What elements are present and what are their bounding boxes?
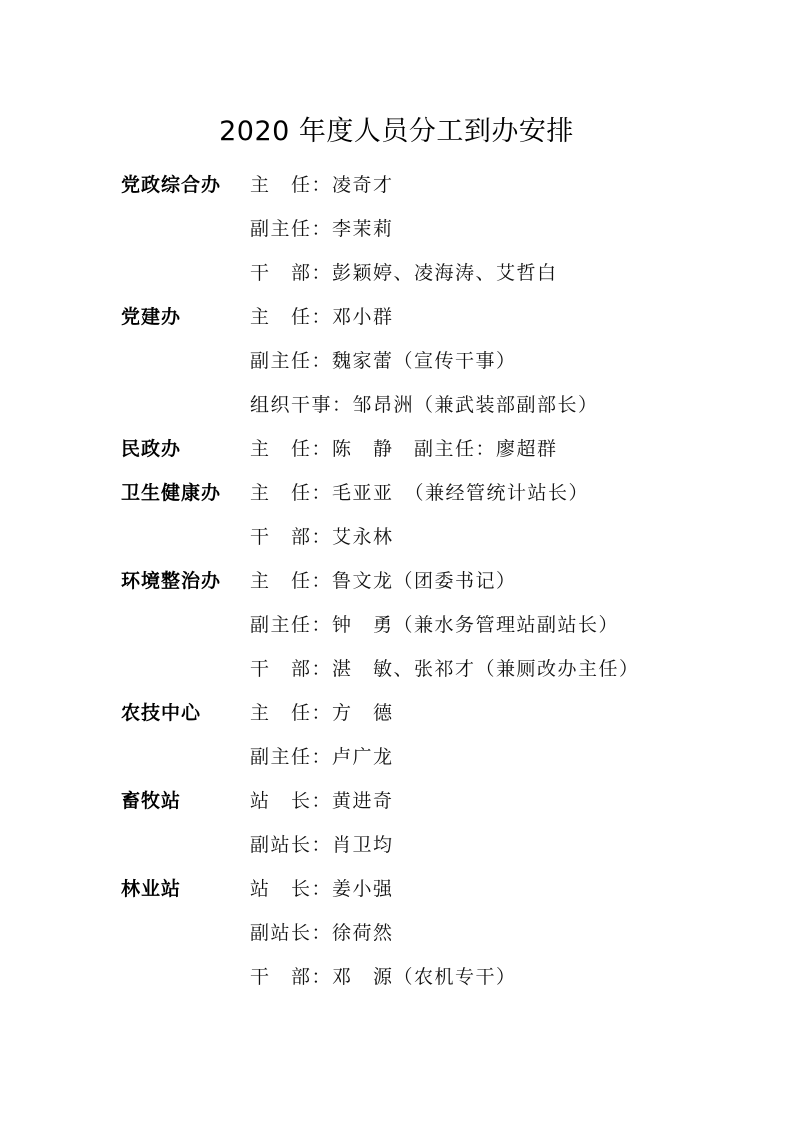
staff-line: 干 部：艾永林 xyxy=(250,526,394,548)
staff-line: 主 任：陈 静 副主任：廖超群 xyxy=(250,438,558,460)
staff-line: 副主任：钟 勇（兼水务管理站副站长） xyxy=(250,614,620,636)
staff-line: 主 任：方 德 xyxy=(250,702,394,724)
staff-line: 主 任：鲁文龙（团委书记） xyxy=(250,570,517,592)
page-title: 2020 年度人员分工到办安排 xyxy=(219,116,574,147)
dept-name: 环境整治办 xyxy=(121,570,222,592)
staff-line: 干 部：湛 敏、张祁才（兼厕改办主任） xyxy=(250,658,640,680)
dept-name: 农技中心 xyxy=(121,702,202,724)
dept-name: 林业站 xyxy=(121,878,182,900)
dept-name: 党政综合办 xyxy=(121,174,222,196)
staff-line: 站 长：黄进奇 xyxy=(250,790,394,812)
staff-line: 副站长：肖卫均 xyxy=(250,834,394,856)
staff-line: 主 任：凌奇才 xyxy=(250,174,394,196)
dept-name: 卫生健康办 xyxy=(121,482,222,504)
staff-line: 副主任：魏家蕾（宣传干事） xyxy=(250,350,517,372)
staff-line: 副站长：徐荷然 xyxy=(250,922,394,944)
staff-line: 主 任：邓小群 xyxy=(250,306,394,328)
staff-line: 站 长：姜小强 xyxy=(250,878,394,900)
dept-name: 党建办 xyxy=(121,306,182,328)
staff-line: 干 部：彭颖婷、凌海涛、艾哲白 xyxy=(250,262,558,284)
staff-line: 副主任：卢广龙 xyxy=(250,746,394,768)
staff-line: 干 部：邓 源（农机专干） xyxy=(250,966,517,988)
dept-name: 畜牧站 xyxy=(121,790,182,812)
staff-line: 组织干事：邹昂洲（兼武装部副部长） xyxy=(250,394,599,416)
staff-line: 主 任：毛亚亚 （兼经管统计站长） xyxy=(250,482,590,504)
staff-line: 副主任：李茉莉 xyxy=(250,218,394,240)
dept-name: 民政办 xyxy=(121,438,182,460)
